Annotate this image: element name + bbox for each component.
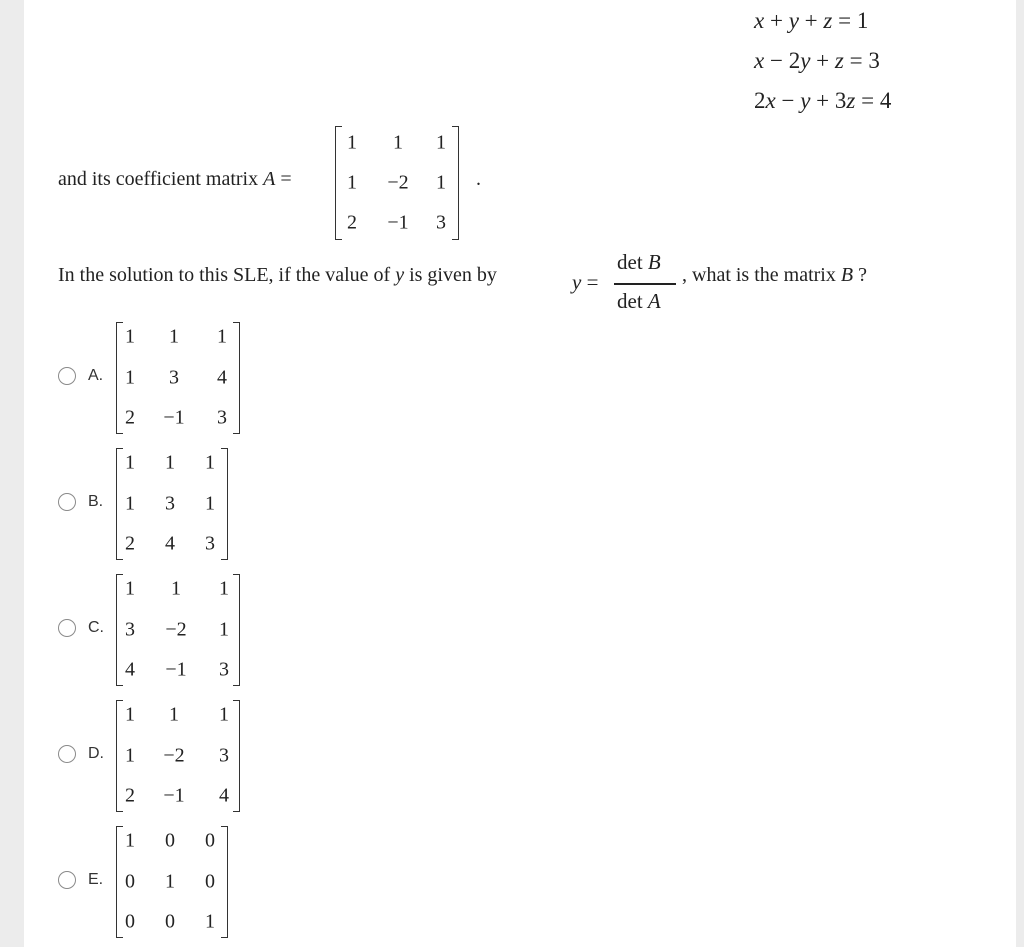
matrix-cell: 2 xyxy=(125,784,135,807)
sentence-period: . xyxy=(476,168,481,190)
question-text: In the solution to this SLE, if the value of y is given by xyxy=(58,264,497,286)
matrix-left-bracket xyxy=(116,826,123,938)
option-radio[interactable] xyxy=(58,619,76,637)
matrix-cell: 4 xyxy=(217,366,227,389)
matrix-left-bracket xyxy=(116,448,123,560)
right-margin-bar xyxy=(1016,0,1024,947)
matrix-cell: 1 xyxy=(125,703,135,726)
matrix-cell: 1 xyxy=(125,366,135,389)
matrix-cell: 1 xyxy=(125,829,135,852)
matrix-cell: −1 xyxy=(165,658,187,681)
matrix-cell: 0 xyxy=(125,910,135,933)
matrix-cell: 4 xyxy=(219,784,229,807)
matrix-cell: 3 xyxy=(217,406,227,429)
option-letter: E. xyxy=(88,871,104,888)
matrix-cell: 1 xyxy=(169,703,179,726)
matrix-cell: 1 xyxy=(125,492,135,515)
matrix-cell: 1 xyxy=(171,577,181,600)
option-radio[interactable] xyxy=(58,871,76,889)
matrix-cell: 1 xyxy=(436,131,446,154)
option-matrix xyxy=(116,322,240,434)
matrix-cell: −2 xyxy=(387,171,409,194)
matrix-cell: 3 xyxy=(125,618,135,641)
equation-3: 2x − y + 3z = 4 xyxy=(754,88,892,113)
matrix-cell: 1 xyxy=(165,870,175,893)
matrix-right-bracket xyxy=(452,126,459,240)
question-tail: , what is the matrix B ? xyxy=(682,264,867,286)
matrix-cell: 3 xyxy=(169,366,179,389)
matrix-cell: −2 xyxy=(163,744,185,767)
option-matrix xyxy=(116,448,228,560)
matrix-cell: −1 xyxy=(163,406,185,429)
matrix-cell: 4 xyxy=(165,532,175,555)
matrix-cell: 0 xyxy=(165,829,175,852)
fraction-denominator: det A xyxy=(617,289,661,313)
matrix-cell: 3 xyxy=(219,744,229,767)
matrix-left-bracket xyxy=(116,700,123,812)
matrix-left-bracket xyxy=(335,126,342,240)
matrix-cell: 1 xyxy=(219,703,229,726)
matrix-cell: 1 xyxy=(205,492,215,515)
matrix-cell: 0 xyxy=(205,829,215,852)
matrix-cell: 1 xyxy=(125,744,135,767)
matrix-cell: 1 xyxy=(393,131,403,154)
left-margin-bar xyxy=(0,0,24,947)
matrix-right-bracket xyxy=(233,574,240,686)
option-letter: B. xyxy=(88,493,104,510)
matrix-right-bracket xyxy=(233,700,240,812)
matrix-left-bracket xyxy=(116,574,123,686)
option-matrix xyxy=(116,826,228,938)
option-radio[interactable] xyxy=(58,745,76,763)
matrix-cell: 1 xyxy=(219,618,229,641)
matrix-cell: 2 xyxy=(347,211,357,234)
fraction-numerator: det B xyxy=(617,250,661,274)
option-letter: D. xyxy=(88,745,104,762)
matrix-cell: 2 xyxy=(125,406,135,429)
option-letter: C. xyxy=(88,619,104,636)
matrix-cell: 1 xyxy=(125,577,135,600)
matrix-cell: 1 xyxy=(205,910,215,933)
matrix-cell: 1 xyxy=(436,171,446,194)
coefficient-matrix xyxy=(335,126,459,240)
matrix-cell: 4 xyxy=(125,658,135,681)
matrix-cell: 3 xyxy=(436,211,446,234)
matrix-cell: −2 xyxy=(165,618,187,641)
matrix-cell: 3 xyxy=(205,532,215,555)
matrix-cell: 1 xyxy=(125,451,135,474)
option-matrix xyxy=(116,574,240,686)
matrix-cell: −1 xyxy=(387,211,409,234)
matrix-cell: 1 xyxy=(217,325,227,348)
y-equals: y = xyxy=(572,270,599,294)
matrix-right-bracket xyxy=(233,322,240,434)
matrix-cell: 0 xyxy=(165,910,175,933)
matrix-cell: 1 xyxy=(347,171,357,194)
matrix-cell: 1 xyxy=(205,451,215,474)
equation-1: x + y + z = 1 xyxy=(754,8,869,33)
matrix-right-bracket xyxy=(221,826,228,938)
matrix-cell: 1 xyxy=(219,577,229,600)
option-radio[interactable] xyxy=(58,367,76,385)
option-radio[interactable] xyxy=(58,493,76,511)
matrix-right-bracket xyxy=(221,448,228,560)
coefficient-matrix-intro: and its coefficient matrix A = xyxy=(58,168,292,190)
matrix-cell: 3 xyxy=(165,492,175,515)
option-letter: A. xyxy=(88,367,104,384)
fraction-bar xyxy=(614,283,676,285)
matrix-cell: 3 xyxy=(219,658,229,681)
matrix-cell: 2 xyxy=(125,532,135,555)
matrix-cell: 1 xyxy=(165,451,175,474)
option-matrix xyxy=(116,700,240,812)
matrix-left-bracket xyxy=(116,322,123,434)
matrix-cell: 0 xyxy=(205,870,215,893)
matrix-cell: 1 xyxy=(347,131,357,154)
equation-2: x − 2y + z = 3 xyxy=(754,48,880,73)
matrix-cell: −1 xyxy=(163,784,185,807)
matrix-cell: 0 xyxy=(125,870,135,893)
matrix-cell: 1 xyxy=(169,325,179,348)
matrix-cell: 1 xyxy=(125,325,135,348)
